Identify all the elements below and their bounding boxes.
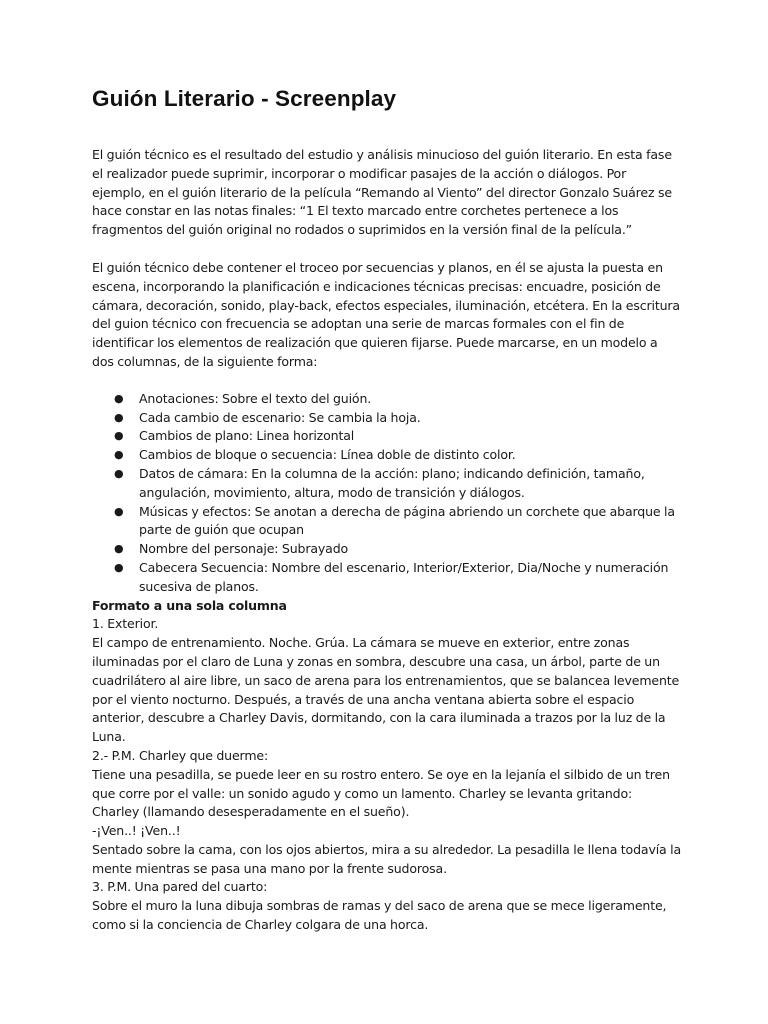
bullet-icon: ● [114, 410, 124, 424]
character-cue: Charley (llamando desesperadamente en el sueño). [92, 804, 410, 820]
bullet-icon: ● [114, 391, 124, 405]
scene-heading: 1. Exterior. [92, 616, 159, 632]
section-heading: Formato a una sola columna [92, 597, 287, 613]
list-item-text: Cada cambio de escenario: Se cambia la hoja. [139, 409, 421, 425]
scene-description: El campo de entrenamiento. Noche. Grúa. La cámara se mueve en exterior, entre zonas iluminadas por el claro de Luna y zonas en sombra, descubre una casa, un árbol, parte de un cuadrilátero al aire libre, un saco de arena para los entrenamientos, que se balancea levemente por el viento nocturno. Después, a través de una ancha ventana abierta sobre el espacio anterior, descubre a Charley Davis, dormitando, con la cara iluminada a trazos por la luz de la Luna. [92, 635, 680, 745]
bullet-icon: ● [114, 448, 124, 462]
spacer [92, 114, 682, 146]
list-item [92, 465, 682, 503]
bullet-icon: ● [114, 429, 124, 443]
list-item [92, 446, 682, 465]
bullet-icon: ● [114, 504, 124, 518]
scene-heading: 2.- P.M. Charley que duerme: [92, 747, 269, 763]
list-item [92, 559, 682, 597]
list-item [92, 540, 682, 559]
spacer [92, 372, 682, 390]
technical-script-paragraph: El guión técnico debe contener el troceo por secuencias y planos, en él se ajusta la puesta en escena, incorporando la planificación e indicaciones técnicas precisas: encuadre, posición de cámara, decoración, sonido, play-back, efectos especiales, iluminación, etcétera. En la escritura del guion técnico con frecuencia se adoptan una serie de marcas formales con el fin de identificar los elementos de realización que quieren fijarse. Puede marcarse, en un modelo a dos columnas, de la siguiente forma: [92, 259, 680, 369]
list-item [92, 427, 682, 446]
scene-description: Sobre el muro la luna dibuja sombras de ramas y del saco de arena que se mece ligeramente, como si la conciencia de Charley colgara de una horca. [92, 898, 667, 933]
bullet-icon: ● [114, 560, 124, 574]
list-item [92, 390, 682, 409]
list-item-text: Datos de cámara: En la columna de la acción: plano; indicando definición, tamaño, angulación, movimiento, altura, modo de transición y diálogos. [139, 465, 645, 500]
scene-description: Tiene una pesadilla, se puede leer en su rostro entero. Se oye en la lejanía el silbido de un tren que corre por el valle: un sonido agudo y como un lamento. Charley se levanta gritando: [92, 766, 670, 801]
list-item-text: Nombre del personaje: Subrayado [139, 541, 349, 557]
scene-description: Sentado sobre la cama, con los ojos abiertos, mira a su alrededor. La pesadilla le llena todavía la mente mientras se pasa una mano por la frente sudorosa. [92, 841, 682, 876]
bullet-icon: ● [114, 542, 124, 556]
document-title: Guión Literario - Screenplay [92, 86, 397, 111]
intro-paragraph: El guión técnico es el resultado del estudio y análisis minucioso del guión literario. En esta fase el realizador puede suprimir, incorporar o modificar pasajes de la acción o diálogos. Por ejemplo, en el guión literario de la película “Remando al Viento” del director Gonzalo Suárez se hace constar en las notas finales: “1 El texto marcado entre corchetes pertenece a los fragmentos del guión original no rodados o suprimidos en la versión final de la película.” [92, 147, 672, 238]
scene-heading: 3. P.M. Una pared del cuarto: [92, 879, 268, 895]
bullet-icon: ● [114, 466, 124, 480]
list-item-text: Cabecera Secuencia: Nombre del escenario, Interior/Exterior, Dia/Noche y numeración sucesiva de planos. [139, 559, 669, 594]
list-item-text: Cambios de bloque o secuencia: Línea doble de distinto color. [139, 447, 516, 463]
marks-bullet-list [92, 390, 682, 597]
document-page [92, 84, 682, 935]
list-item [92, 503, 682, 541]
list-item [92, 409, 682, 428]
list-item-text: Cambios de plano: Linea horizontal [139, 428, 355, 444]
list-item-text: Músicas y efectos: Se anotan a derecha de página abriendo un corchete que abarque la parte de guión que ocupan [139, 503, 675, 538]
dialogue-line: -¡Ven..! ¡Ven..! [92, 823, 181, 839]
spacer [92, 240, 682, 259]
list-item-text: Anotaciones: Sobre el texto del guión. [139, 390, 372, 406]
